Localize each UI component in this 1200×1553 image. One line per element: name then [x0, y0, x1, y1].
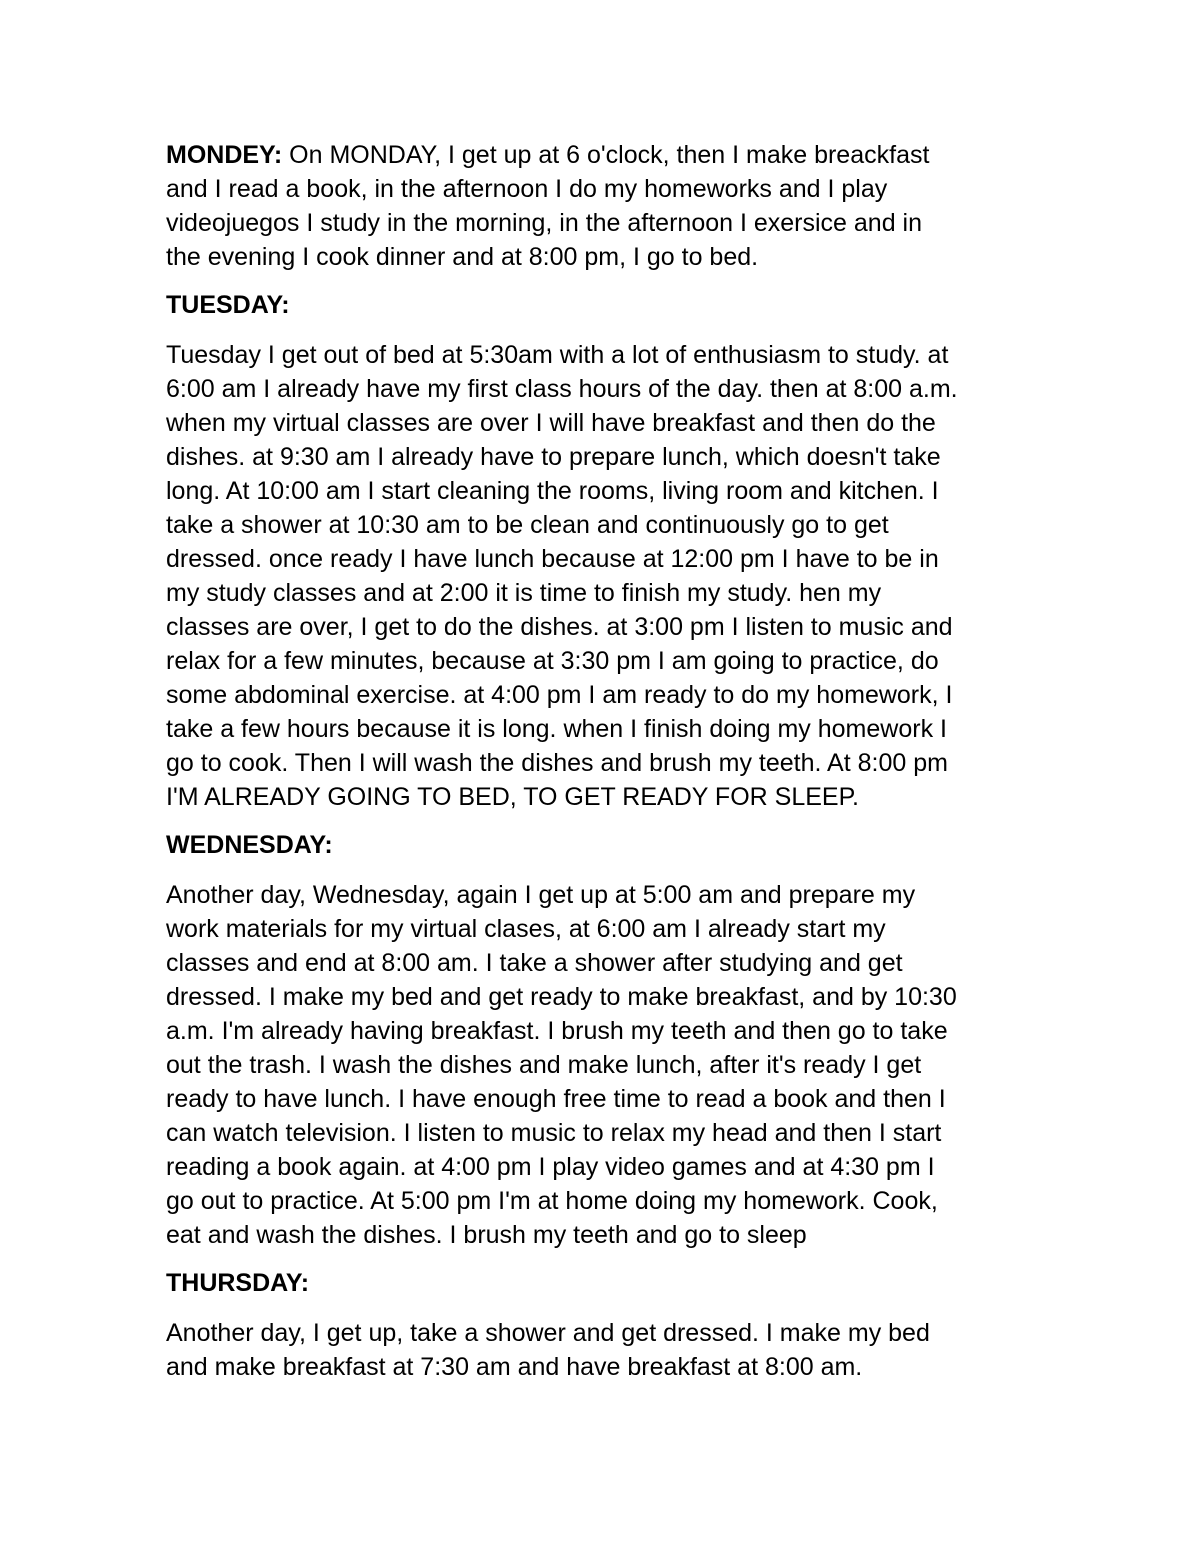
wednesday-line: classes and end at 8:00 am. I take a shower after studying and get: [166, 949, 903, 977]
thursday-line: and make breakfast at 7:30 am and have breakfast at 8:00 am.: [166, 1353, 863, 1381]
monday-paragraph: [166, 138, 1046, 274]
tuesday-line: I'M ALREADY GOING TO BED, TO GET READY FOR SLEEP.: [166, 783, 859, 811]
monday-line: On MONDAY, I get up at 6 o'clock, then I make breackfast: [289, 141, 930, 169]
wednesday-line: out the trash. I wash the dishes and make lunch, after it's ready I get: [166, 1051, 922, 1079]
tuesday-line: some abdominal exercise. at 4:00 pm I am ready to do my homework, I: [166, 681, 953, 709]
monday-line: the evening I cook dinner and at 8:00 pm, I go to bed.: [166, 243, 759, 271]
wednesday-line: Another day, Wednesday, again I get up at 5:00 am and prepare my: [166, 881, 916, 909]
tuesday-line: long. At 10:00 am I start cleaning the rooms, living room and kitchen. I: [166, 477, 939, 505]
tuesday-line: take a shower at 10:30 am to be clean and continuously go to get: [166, 511, 889, 539]
wednesday-line: work materials for my virtual clases, at 6:00 am I already start my: [166, 915, 886, 943]
wednesday-paragraph: [166, 878, 1046, 1252]
tuesday-line: when my virtual classes are over I will have breakfast and then do the: [166, 409, 936, 437]
thursday-line: Another day, I get up, take a shower and get dressed. I make my bed: [166, 1319, 930, 1347]
wednesday-heading: WEDNESDAY:: [166, 831, 333, 859]
tuesday-line: classes are over, I get to do the dishes. at 3:00 pm I listen to music and: [166, 613, 953, 641]
tuesday-line: 6:00 am I already have my first class hours of the day. then at 8:00 a.m.: [166, 375, 958, 403]
tuesday-line: Tuesday I get out of bed at 5:30am with a lot of enthusiasm to study. at: [166, 341, 949, 369]
wednesday-line: go out to practice. At 5:00 pm I'm at home doing my homework. Cook,: [166, 1187, 938, 1215]
wednesday-line: dressed. I make my bed and get ready to make breakfast, and by 10:30: [166, 983, 957, 1011]
wednesday-line: can watch television. I listen to music to relax my head and then I start: [166, 1119, 942, 1147]
wednesday-line: eat and wash the dishes. I brush my teeth and go to sleep: [166, 1221, 807, 1249]
wednesday-line: a.m. I'm already having breakfast. I brush my teeth and then go to take: [166, 1017, 948, 1045]
thursday-heading: THURSDAY:: [166, 1269, 310, 1297]
tuesday-line: relax for a few minutes, because at 3:30 pm I am going to practice, do: [166, 647, 939, 675]
monday-line: videojuegos I study in the morning, in the afternoon I exersice and in: [166, 209, 923, 237]
tuesday-line: dressed. once ready I have lunch because at 12:00 pm I have to be in: [166, 545, 939, 573]
tuesday-line: go to cook. Then I will wash the dishes and brush my teeth. At 8:00 pm: [166, 749, 948, 777]
tuesday-line: take a few hours because it is long. when I finish doing my homework I: [166, 715, 947, 743]
document-body: [166, 138, 1046, 1384]
monday-heading: MONDEY:: [166, 141, 283, 169]
tuesday-paragraph: [166, 338, 1046, 814]
wednesday-line: reading a book again. at 4:00 pm I play video games and at 4:30 pm I: [166, 1153, 935, 1181]
thursday-paragraph: [166, 1316, 1046, 1384]
tuesday-line: dishes. at 9:30 am I already have to prepare lunch, which doesn't take: [166, 443, 941, 471]
tuesday-line: my study classes and at 2:00 it is time to finish my study. hen my: [166, 579, 882, 607]
monday-line: and I read a book, in the afternoon I do my homeworks and I play: [166, 175, 888, 203]
tuesday-heading: TUESDAY:: [166, 291, 290, 319]
wednesday-line: ready to have lunch. I have enough free time to read a book and then I: [166, 1085, 946, 1113]
